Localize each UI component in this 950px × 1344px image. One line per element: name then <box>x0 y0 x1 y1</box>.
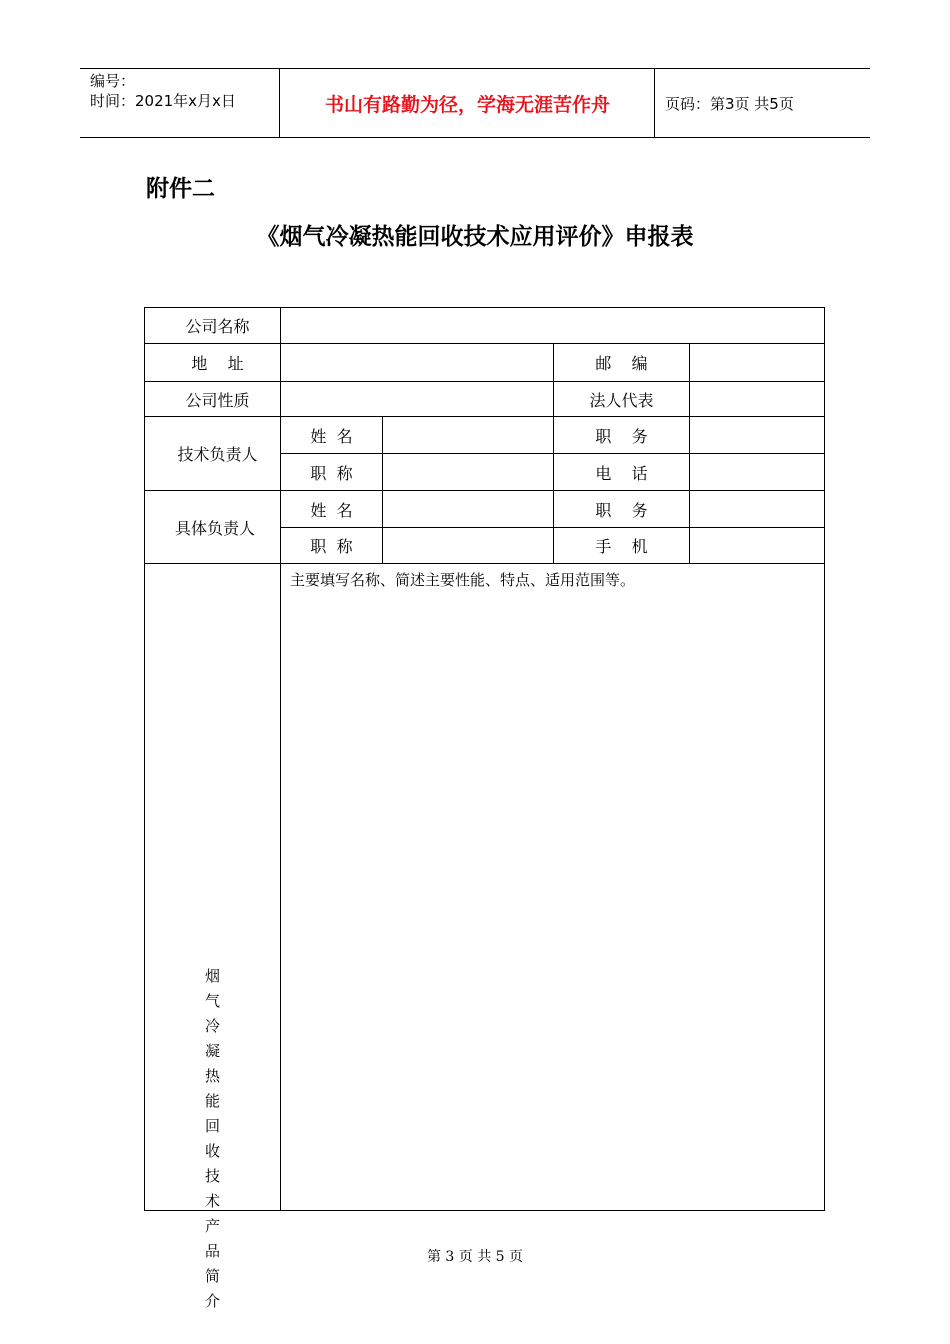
attachment-label: 附件二 <box>146 176 215 202</box>
specific-lead-name-label: 姓 名 <box>310 500 353 520</box>
intro-label-char: 收 <box>204 1142 220 1160</box>
specific-lead-label: 具体负责人 <box>174 518 255 538</box>
form-title: 《烟气冷凝热能回收技术应用评价》申报表 <box>256 224 694 250</box>
intro-label-char: 气 <box>204 992 220 1010</box>
intro-label-char: 产 <box>204 1217 220 1235</box>
intro-label-char: 凝 <box>204 1042 220 1060</box>
tech-lead-label: 技术负责人 <box>177 445 258 464</box>
company-name-label: 公司名称 <box>185 317 250 336</box>
intro-label-char: 能 <box>204 1092 220 1110</box>
company-nature-field[interactable] <box>281 382 553 416</box>
intro-note: 主要填写名称、简述主要性能、特点、适用范围等。 <box>290 571 636 589</box>
postcode-field[interactable] <box>690 344 824 381</box>
intro-label-char: 品 <box>204 1242 220 1260</box>
intro-label-char: 技 <box>204 1167 220 1185</box>
tech-lead-position-label: 职 务 <box>595 426 648 446</box>
postcode-label: 邮 编 <box>595 354 648 373</box>
company-nature-label: 公司性质 <box>185 390 250 410</box>
intro-field[interactable] <box>281 564 824 1210</box>
intro-label-char: 介 <box>204 1292 220 1310</box>
address-field[interactable] <box>281 344 553 381</box>
intro-label-char: 简 <box>204 1267 220 1285</box>
header-info <box>80 69 280 137</box>
intro-label-char: 热 <box>204 1067 220 1085</box>
intro-label-char: 术 <box>204 1192 220 1210</box>
intro-label-char: 冷 <box>204 1017 220 1035</box>
address-label: 地 址 <box>191 354 244 373</box>
intro-label-cell <box>145 564 280 1310</box>
header-motto: 书山有路勤为径，学海无涯苦作舟 <box>281 69 655 137</box>
specific-lead-mobile-label: 手 机 <box>595 537 648 556</box>
legal-rep-label: 法人代表 <box>589 390 654 410</box>
tech-lead-name-label: 姓 名 <box>310 426 353 446</box>
intro-label-char: 回 <box>204 1117 220 1135</box>
tech-lead-phone-label: 电 话 <box>595 463 648 483</box>
specific-lead-title-label: 职 称 <box>310 537 353 556</box>
header-page-label: 页码：第3页 共5页 <box>665 94 794 113</box>
legal-rep-field[interactable] <box>690 382 824 416</box>
number-label: 编号： <box>90 72 136 90</box>
specific-lead-position-label: 职 务 <box>595 500 648 520</box>
page-footer: 第 3 页 共 5 页 <box>426 1249 524 1265</box>
page-header <box>80 68 870 138</box>
time-label: 时间：2021年x月x日 <box>90 92 236 110</box>
intro-label-char: 烟 <box>204 967 220 985</box>
tech-lead-title-label: 职 称 <box>310 463 353 483</box>
company-name-field[interactable] <box>281 308 824 343</box>
